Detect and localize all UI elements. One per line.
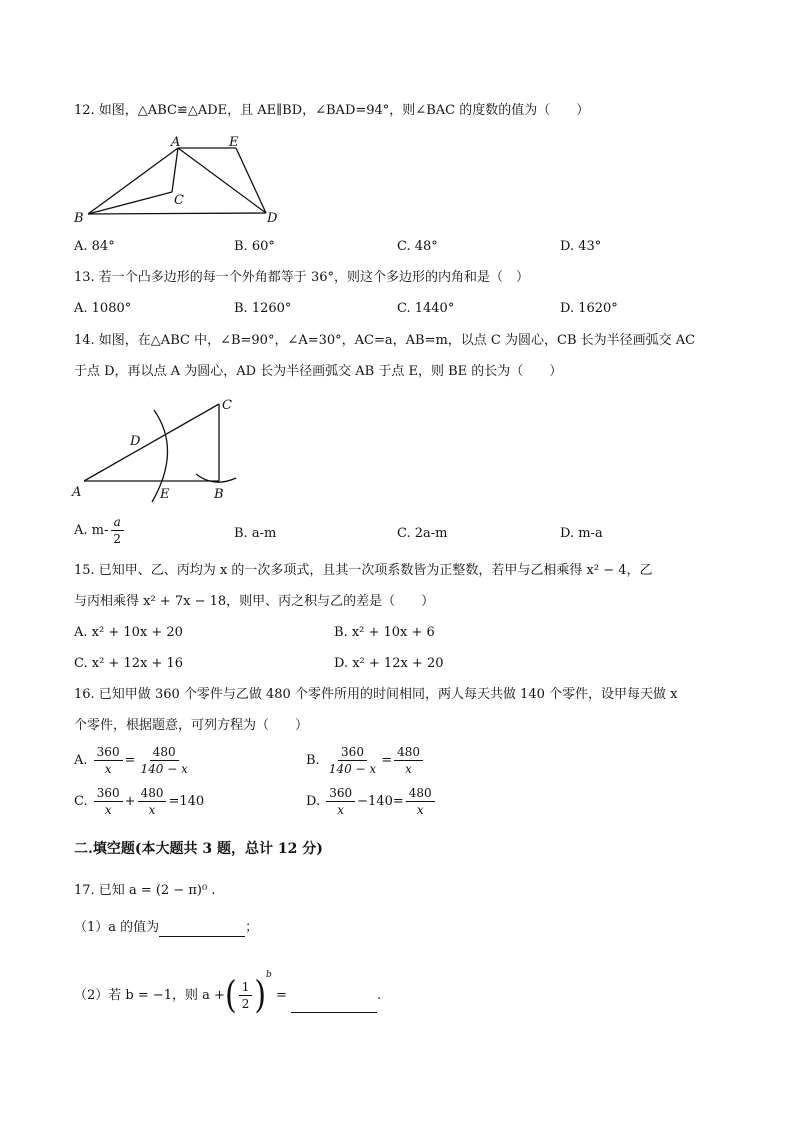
q16-option-b-label: B. bbox=[306, 753, 320, 768]
q16-option-d-label: D. bbox=[306, 794, 321, 809]
q16-option-b-eq: = bbox=[381, 753, 393, 768]
q12-option-d[interactable]: D. 43° bbox=[560, 239, 602, 254]
q12-label-d: D bbox=[267, 211, 278, 226]
q16-stem-line2: 个零件，根据题意，可列方程为（ ） bbox=[74, 718, 309, 733]
q12-label-b: B bbox=[74, 211, 84, 226]
q17-part2-right-paren: ) bbox=[254, 973, 267, 1017]
q17-part2-answer-blank[interactable] bbox=[291, 992, 377, 1013]
q14-label-b: B bbox=[214, 487, 224, 502]
q16-stem-line1: 16. 已知甲做 360 个零件与乙做 480 个零件所用的时间相同，两人每天共做 140 个零件，设甲每天做 x bbox=[74, 687, 678, 702]
q14-label-e: E bbox=[160, 487, 170, 502]
section-title-fill-in: 二.填空题(本大题共 3 题，总计 12 分) bbox=[74, 841, 323, 857]
q13-option-c[interactable]: C. 1440° bbox=[397, 301, 455, 316]
q16-option-c[interactable] bbox=[74, 785, 204, 818]
q14-stem-line1: 14. 如图，在△ABC 中，∠B=90°，∠A=30°，AC=a，AB=m，以点 C 为圆心，CB 长为半径画弧交 AC bbox=[74, 333, 696, 348]
q17-stem: 17. 已知 a = (2 − π)⁰ . bbox=[74, 883, 216, 898]
q16-option-d-frac2: $\frac{480}{x}$ bbox=[406, 785, 435, 818]
q17-part1-suffix: ； bbox=[245, 920, 259, 935]
q14-option-d[interactable]: D. m-a bbox=[560, 526, 603, 541]
q16-option-a-label: A. bbox=[74, 753, 88, 768]
q12-label-e: E bbox=[229, 135, 239, 150]
q14-option-a-prefix: A. m- bbox=[74, 523, 109, 538]
q16-option-a[interactable] bbox=[74, 744, 193, 777]
q17-part1 bbox=[74, 919, 258, 937]
q15-option-a[interactable]: A. x² + 10x + 20 bbox=[74, 625, 183, 640]
q17-part2-fraction: $\frac{1}{2}$ bbox=[239, 979, 253, 1012]
q12-stem: 12. 如图，△ABC≌△ADE，且 AE∥BD，∠BAD=94°，则∠BAC 的度数的值为（ ） bbox=[74, 103, 590, 118]
q16-option-d[interactable] bbox=[306, 785, 437, 818]
q16-option-a-eq: = bbox=[124, 753, 136, 768]
q13-option-b[interactable]: B. 1260° bbox=[234, 301, 292, 316]
q16-option-a-frac2: $\frac{480}{140 - x}$ bbox=[140, 745, 188, 776]
q15-option-b[interactable]: B. x² + 10x + 6 bbox=[334, 625, 435, 640]
q14-stem-line2: 于点 D，再以点 A 为圆心，AD 长为半径画弧交 AB 于点 E，则 BE 的长为（ ） bbox=[74, 364, 563, 379]
q17-part2 bbox=[74, 958, 382, 1017]
q12-label-c: C bbox=[174, 193, 184, 208]
q15-option-c[interactable]: C. x² + 12x + 16 bbox=[74, 656, 184, 671]
q14-label-c: C bbox=[222, 398, 232, 413]
q13-option-d[interactable]: D. 1620° bbox=[560, 301, 618, 316]
q17-part2-prefix: （2）若 b = −1，则 a + bbox=[74, 988, 225, 1003]
q16-option-a-frac1: $\frac{360}{x}$ bbox=[94, 744, 123, 777]
q12-option-b[interactable]: B. 60° bbox=[234, 239, 275, 254]
q14-label-a: A bbox=[72, 485, 82, 500]
q16-option-c-frac1: $\frac{360}{x}$ bbox=[94, 785, 123, 818]
q17-part2-left-paren: ( bbox=[224, 973, 237, 1017]
q16-option-c-tail: =140 bbox=[168, 794, 205, 809]
q17-part1-answer-blank[interactable] bbox=[159, 922, 245, 937]
q14-figure bbox=[64, 390, 254, 508]
q16-option-b-frac2: $\frac{480}{x}$ bbox=[394, 744, 423, 777]
q16-option-c-op: + bbox=[124, 794, 136, 809]
q16-option-b-frac1: $\frac{360}{140 - x}$ bbox=[328, 745, 377, 776]
q15-stem-line1: 15. 已知甲、乙、丙均为 x 的一次多项式，且其一次项系数皆为正整数，若甲与乙相乘得 x² − 4，乙 bbox=[74, 563, 653, 578]
q16-option-d-op: −140= bbox=[357, 794, 404, 809]
q12-figure bbox=[60, 130, 300, 230]
q15-stem-line2: 与丙相乘得 x² + 7x − 18，则甲、丙之积与乙的差是（ ） bbox=[74, 594, 435, 609]
q16-option-b[interactable] bbox=[306, 744, 425, 777]
q14-label-d: D bbox=[130, 434, 141, 449]
q14-option-a-fraction: $\frac{a}{2}$ bbox=[110, 514, 124, 547]
q17-part1-prefix: （1）a 的值为 bbox=[74, 920, 160, 935]
q17-part2-eq: = bbox=[275, 988, 287, 1003]
q12-option-a[interactable]: A. 84° bbox=[74, 239, 115, 254]
q12-option-c[interactable]: C. 48° bbox=[397, 239, 438, 254]
q12-label-a: A bbox=[171, 135, 181, 150]
q14-option-c[interactable]: C. 2a-m bbox=[397, 526, 448, 541]
q16-option-d-frac1: $\frac{360}{x}$ bbox=[326, 785, 355, 818]
q16-option-c-label: C. bbox=[74, 794, 88, 809]
q14-option-a[interactable] bbox=[74, 514, 126, 547]
q16-option-c-frac2: $\frac{480}{x}$ bbox=[138, 785, 167, 818]
q13-option-a[interactable]: A. 1080° bbox=[74, 301, 132, 316]
q14-option-b[interactable]: B. a-m bbox=[234, 526, 277, 541]
q13-stem: 13. 若一个凸多边形的每一个外角都等于 36°，则这个多边形的内角和是（ ） bbox=[74, 270, 529, 285]
q17-part2-exponent: b bbox=[266, 970, 272, 980]
q17-part2-suffix: . bbox=[377, 988, 382, 1003]
q15-option-d[interactable]: D. x² + 12x + 20 bbox=[334, 656, 444, 671]
